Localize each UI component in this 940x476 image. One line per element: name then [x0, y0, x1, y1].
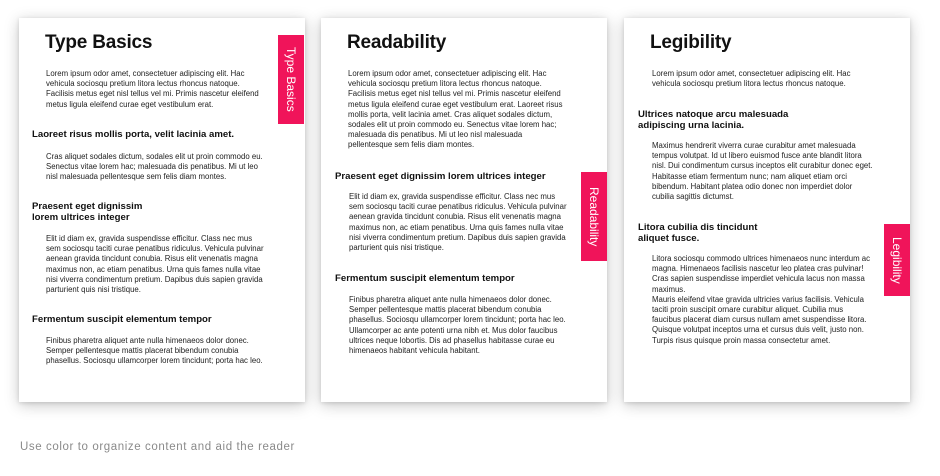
- section-paragraph: Elit id diam ex, gravida suspendisse efficitur. Class nec mus sem sociosqu taciti curae penatibus ridiculus. Vehicula pulvinar aenean gravida tincidunt conubia. Risus elit venenatis magna maximus non, ac etiam penatibus. Urna quis fames nulla vitae nisi viverra condimentum pretium. Dapibus duis sapien gravida parturient quis nisi tristique.: [46, 234, 264, 295]
- page-title: Type Basics: [45, 32, 153, 53]
- section-heading: Praesent eget dignissim lorem ultrices integer: [335, 171, 546, 182]
- intro-paragraph: Lorem ipsum odor amet, consectetuer adipiscing elit. Hac vehicula sociosqu pretium litora lectus rhoncus natoque. Facilisis metus eget nisl tellus vel mi. Primis nascetur eleifend metus ligula eleifend curae eget vestibulum erat.: [46, 69, 259, 109]
- section-paragraph: Finibus pharetra aliquet ante nulla himenaeos dolor donec. Semper pellentesque mattis placerat bibendum conubia phasellus. Sociosqu ullamcorper lorem tincidunt; porta hac leo. Ullamcorper ac ante potenti urna nibh et. Mus dolor faucibus ultrices neque lobortis. Dis ad phasellus habitasse curae eu himenaeos habitant vehicula habitant.: [349, 295, 566, 356]
- page-title: Readability: [347, 32, 447, 53]
- section-tab-readability[interactable]: [581, 172, 607, 261]
- section-tab-type-basics[interactable]: [278, 35, 304, 124]
- section-heading: Litora cubilia dis tincidunt aliquet fusce.: [638, 222, 758, 244]
- page-title: Legibility: [650, 32, 732, 53]
- section-tab-label: Readability: [587, 186, 601, 247]
- section-tab-legibility[interactable]: [884, 224, 910, 296]
- section-paragraph: Maximus hendrerit viverra curae curabitur amet malesuada tempus volutpat. Id ut libero euismod fusce ante blandit litora nisl. Dui condimentum cursus inceptos elit curabitur donec eget. Habitasse etiam fermentum nunc; nam aliquet etiam orci bibendum. Habitant platea odio donec non imperdiet dolor cubilia sagittis dictumst.: [652, 141, 873, 202]
- page-type-basics: [19, 18, 305, 402]
- section-heading: Praesent eget dignissim lorem ultrices integer: [32, 201, 143, 223]
- section-paragraph: Elit id diam ex, gravida suspendisse efficitur. Class nec mus sem sociosqu taciti curae penatibus ridiculus. Vehicula pulvinar aenean gravida tincidunt conubia. Risus elit venenatis magna maximus non, ac etiam penatibus. Urna quis fames nulla vitae nisi viverra condimentum pretium. Dapibus duis sapien gravida parturient quis nisi tristique.: [349, 192, 567, 253]
- intro-paragraph: Lorem ipsum odor amet, consectetuer adipiscing elit. Hac vehicula sociosqu pretium litora lectus rhoncus natoque.: [652, 69, 851, 89]
- page-readability: [321, 18, 607, 402]
- section-paragraph: Litora sociosqu commodo ultrices himenaeos nunc interdum ac magna. Himenaeos facilisis nascetur leo platea cras pulvinar! Cras sapien suspendisse imperdiet vehicula lacus non massa maximus. Mauris eleifend vitae gravida ultricies varius facilisis. Vehicula taciti proin suscipit ornare curabitur aliquet. Cubilia mus faucibus placerat diam cursus nullam amet suspendisse litora. Quisque volutpat inceptos urna et cursus duis velit, justo non. Turpis risus quisque proin massa consectetur amet.: [652, 254, 870, 345]
- section-paragraph: Cras aliquet sodales dictum, sodales elit ut proin commodo eu. Senectus vitae lorem hac; malesuada dis penatibus. Mi ut leo nisl malesuada pellentesque sem felis diam montes.: [46, 152, 263, 182]
- page-legibility: [624, 18, 910, 402]
- section-heading: Ultrices natoque arcu malesuada adipiscing urna lacinia.: [638, 109, 789, 131]
- section-heading: Fermentum suscipit elementum tempor: [32, 314, 212, 325]
- section-tab-label: Legibility: [890, 236, 904, 284]
- section-heading: Fermentum suscipit elementum tempor: [335, 273, 515, 284]
- section-tab-label: Type Basics: [284, 47, 298, 112]
- section-heading: Laoreet risus mollis porta, velit lacinia amet.: [32, 129, 235, 140]
- caption: Use color to organize content and aid the reader: [20, 441, 295, 453]
- intro-paragraph: Lorem ipsum odor amet, consectetuer adipiscing elit. Hac vehicula sociosqu pretium litora lectus rhoncus natoque. Facilisis metus eget nisl tellus vel mi. Primis nascetur eleifend metus ligula eleifend curae eget vestibulum erat. Laoreet risus mollis porta, velit lacinia amet. Cras aliquet sodales dictum, sodales elit ut proin commodo eu. Senectus vitae lorem hac; malesuada dis penatibus. Mi ut leo nisl malesuada pellentesque sem felis diam montes.: [348, 69, 563, 150]
- section-paragraph: Finibus pharetra aliquet ante nulla himenaeos dolor donec. Semper pellentesque mattis placerat bibendum conubia phasellus. Sociosqu ullamcorper lorem tincidunt; porta hac leo.: [46, 336, 263, 366]
